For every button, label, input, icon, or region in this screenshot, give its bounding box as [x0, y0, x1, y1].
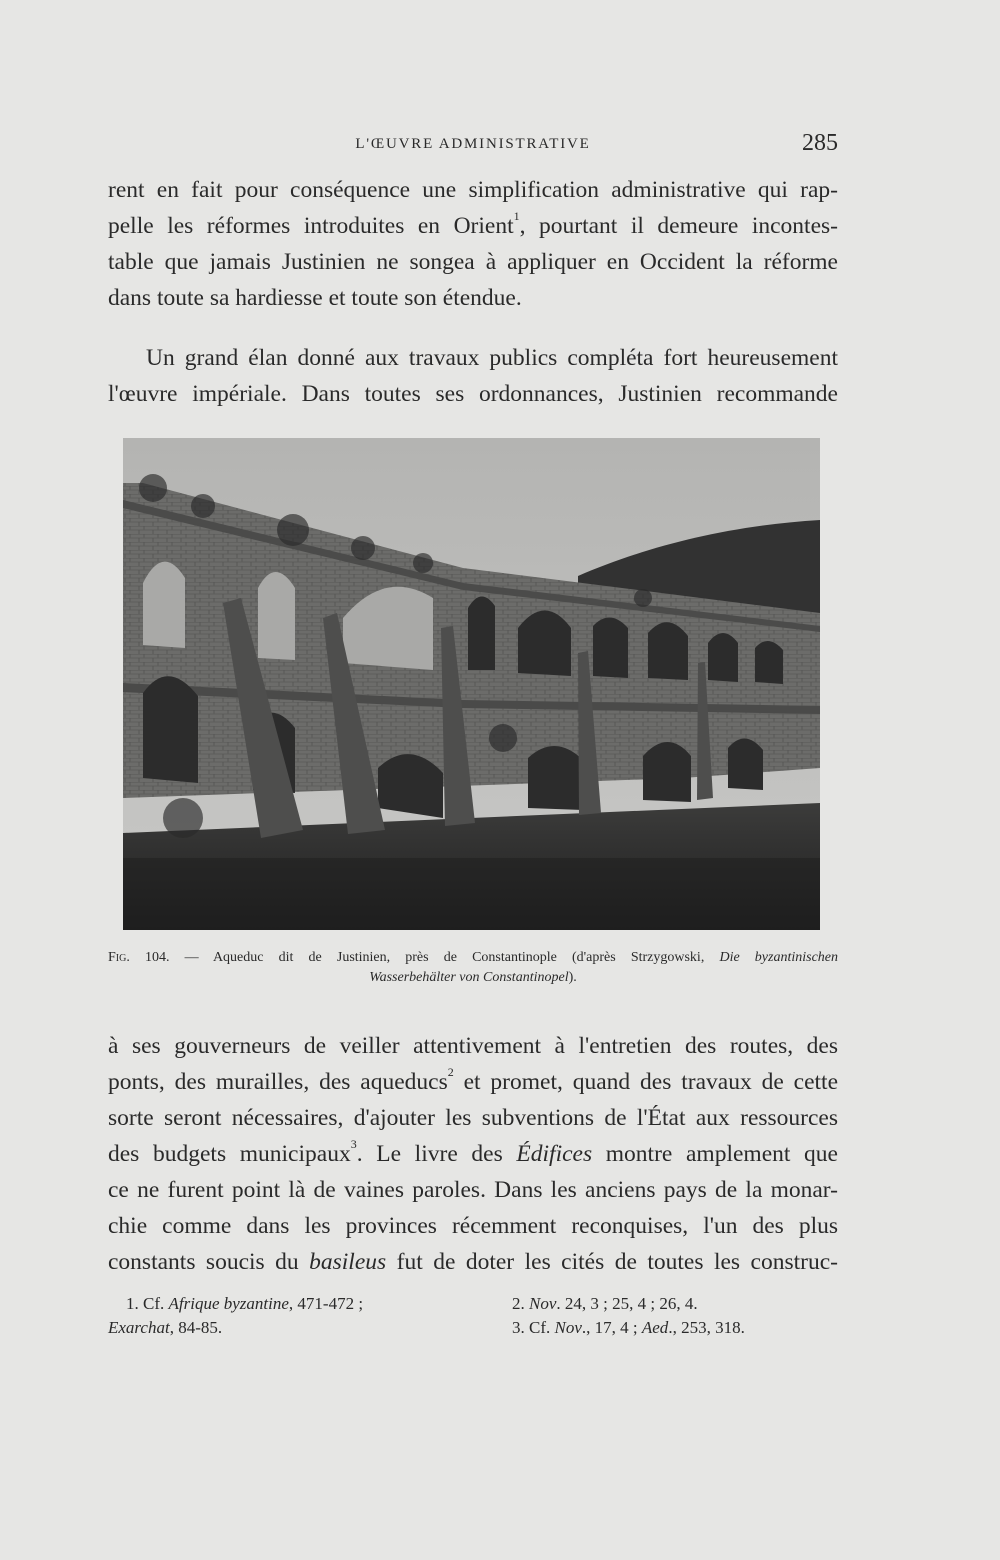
text-line: ce ne furent point là de vaines paroles. Dans les anciens pays de la monar- — [108, 1177, 838, 1203]
caption-line: Fig. 104. — Aqueduc dit de Justinien, près de Constantinople (d'après Strzygowski, Die byzantinischen — [108, 950, 839, 965]
footnote-ref-3: 3 — [350, 1137, 357, 1151]
footnote-2: 2. Nov. 24, 3 ; 25, 4 ; 26, 4. — [512, 1294, 698, 1313]
text-line: constants soucis du basileus fut de doter les cités de toutes les construc- — [108, 1249, 838, 1275]
running-head — [108, 132, 838, 162]
paragraph-3 — [108, 1028, 838, 1280]
figure-label: Fig. 104. — [108, 950, 170, 965]
text-line: sorte seront nécessaires, d'ajouter les subventions de l'État aux ressources — [108, 1105, 838, 1131]
aqueduct-photograph — [123, 438, 820, 930]
text-line: table que jamais Justinien ne songea à appliquer en Occident la réforme — [108, 249, 838, 275]
text-line: des budgets municipaux$^3$. Le livre des Édifices montre amplement que — [108, 1137, 838, 1167]
text-line: dans toute sa hardiesse et toute son étendue. — [108, 285, 522, 311]
caption-line: Wasserbehälter von Constantinopel). — [369, 970, 577, 985]
aqueduct-illustration — [123, 438, 820, 930]
page-number: 285 — [802, 130, 838, 156]
text-line: à ses gouverneurs de veiller attentivement à l'entretien des routes, des — [108, 1033, 838, 1059]
text-line: rent en fait pour conséquence une simplification administrative qui rap- — [108, 177, 838, 203]
footnote-3: 3. Cf. Nov., 17, 4 ; Aed., 253, 318. — [512, 1318, 745, 1337]
figure-caption — [108, 948, 838, 988]
text-line: chie comme dans les provinces récemment reconquises, l'un des plus — [108, 1213, 838, 1239]
text-line: Un grand élan donné aux travaux publics compléta fort heureusement — [146, 345, 838, 371]
footnote-ref-2: 2 — [447, 1065, 454, 1079]
text-line: ponts, des murailles, des aqueducs$^2$ et promet, quand des travaux de cette — [108, 1065, 838, 1095]
footnote-1: 1. Cf. Afrique byzantine, 471-472 ; Exarchat, 84-85. — [108, 1294, 364, 1337]
footnotes-2-3 — [512, 1292, 838, 1340]
running-title: L'ŒUVRE ADMINISTRATIVE — [355, 136, 591, 152]
footnote-ref-1: 1 — [513, 209, 520, 223]
paragraph-2 — [108, 340, 838, 412]
text-line: l'œuvre impériale. Dans toutes ses ordonnances, Justinien recommande — [108, 381, 838, 407]
paragraph-1 — [108, 172, 838, 316]
text-line: pelle les réformes introduites en Orient$^1$, pourtant il demeure incontes- — [108, 209, 838, 239]
